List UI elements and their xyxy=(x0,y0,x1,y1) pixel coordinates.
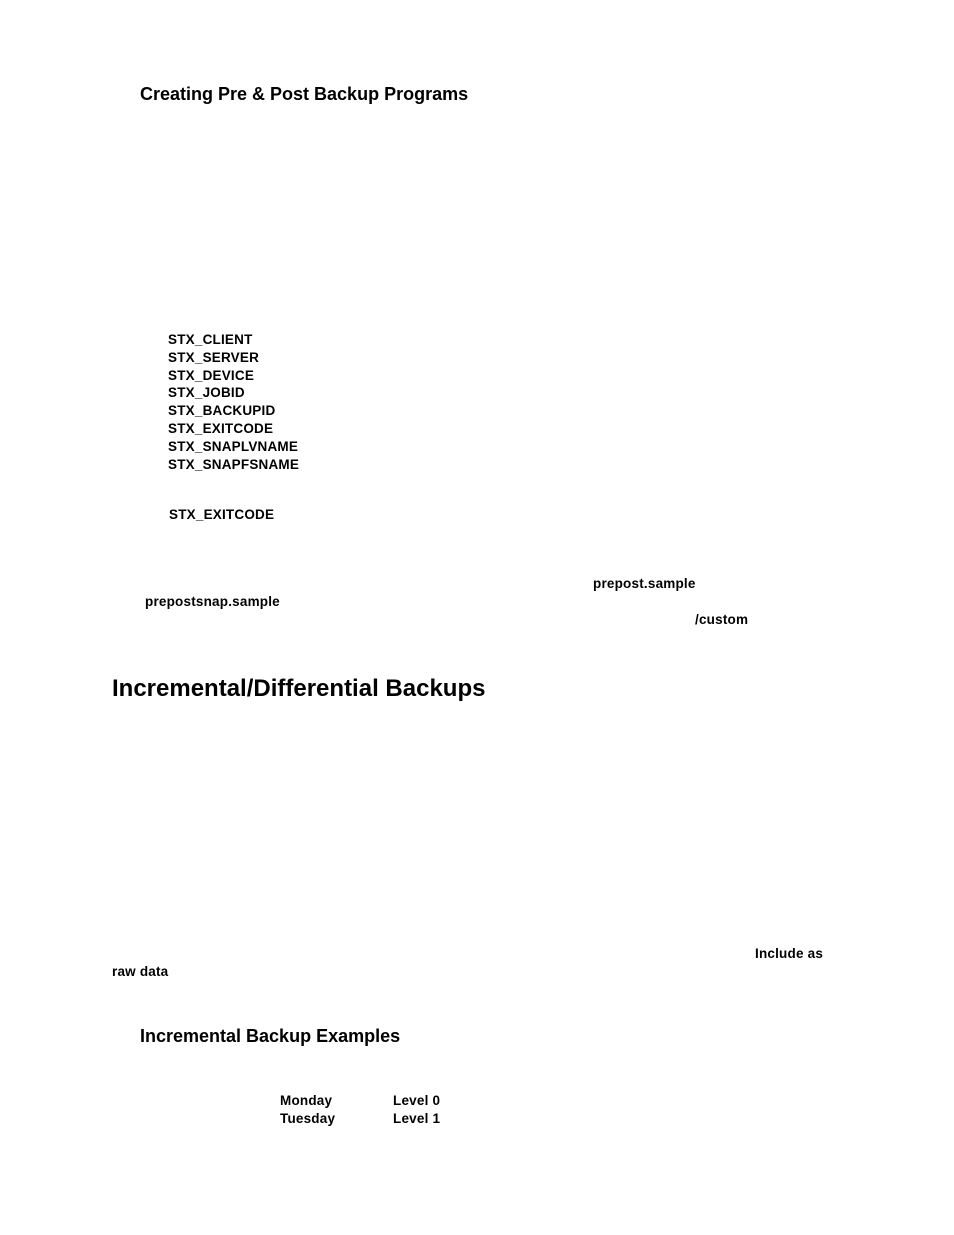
schedule-day: Monday xyxy=(280,1093,333,1108)
sample-file-prepostsnap: prepostsnap.sample xyxy=(145,594,280,609)
exitcode-reference: STX_EXITCODE xyxy=(169,507,275,522)
schedule-row xyxy=(280,1092,440,1110)
include-as-option-label: Include as xyxy=(755,946,824,961)
schedule-row xyxy=(280,1110,440,1128)
env-var-item: STX_SERVER xyxy=(168,349,260,365)
env-var-item: STX_BACKUPID xyxy=(168,403,276,419)
raw-data-option-label: raw data xyxy=(112,964,169,979)
schedule-level: Level 0 xyxy=(393,1093,441,1108)
env-var-item: STX_CLIENT xyxy=(168,332,253,347)
env-var-list xyxy=(168,331,299,473)
sample-file-prepost: prepost.sample xyxy=(593,576,696,591)
env-var-item: STX_JOBID xyxy=(168,385,245,401)
section-heading-incremental: Incremental/Differential Backups xyxy=(112,675,486,702)
backup-schedule xyxy=(280,1092,440,1128)
env-var-item: STX_EXITCODE xyxy=(168,420,274,436)
env-var-item: STX_SNAPFSNAME xyxy=(168,456,300,472)
section-heading-examples: Incremental Backup Examples xyxy=(140,1026,401,1046)
custom-directory: /custom xyxy=(695,612,749,627)
section-heading-prepost: Creating Pre & Post Backup Programs xyxy=(140,84,469,104)
env-var-item: STX_SNAPLVNAME xyxy=(168,438,299,454)
schedule-level: Level 1 xyxy=(393,1111,441,1126)
env-var-item: STX_DEVICE xyxy=(168,367,255,383)
schedule-day: Tuesday xyxy=(280,1111,336,1126)
